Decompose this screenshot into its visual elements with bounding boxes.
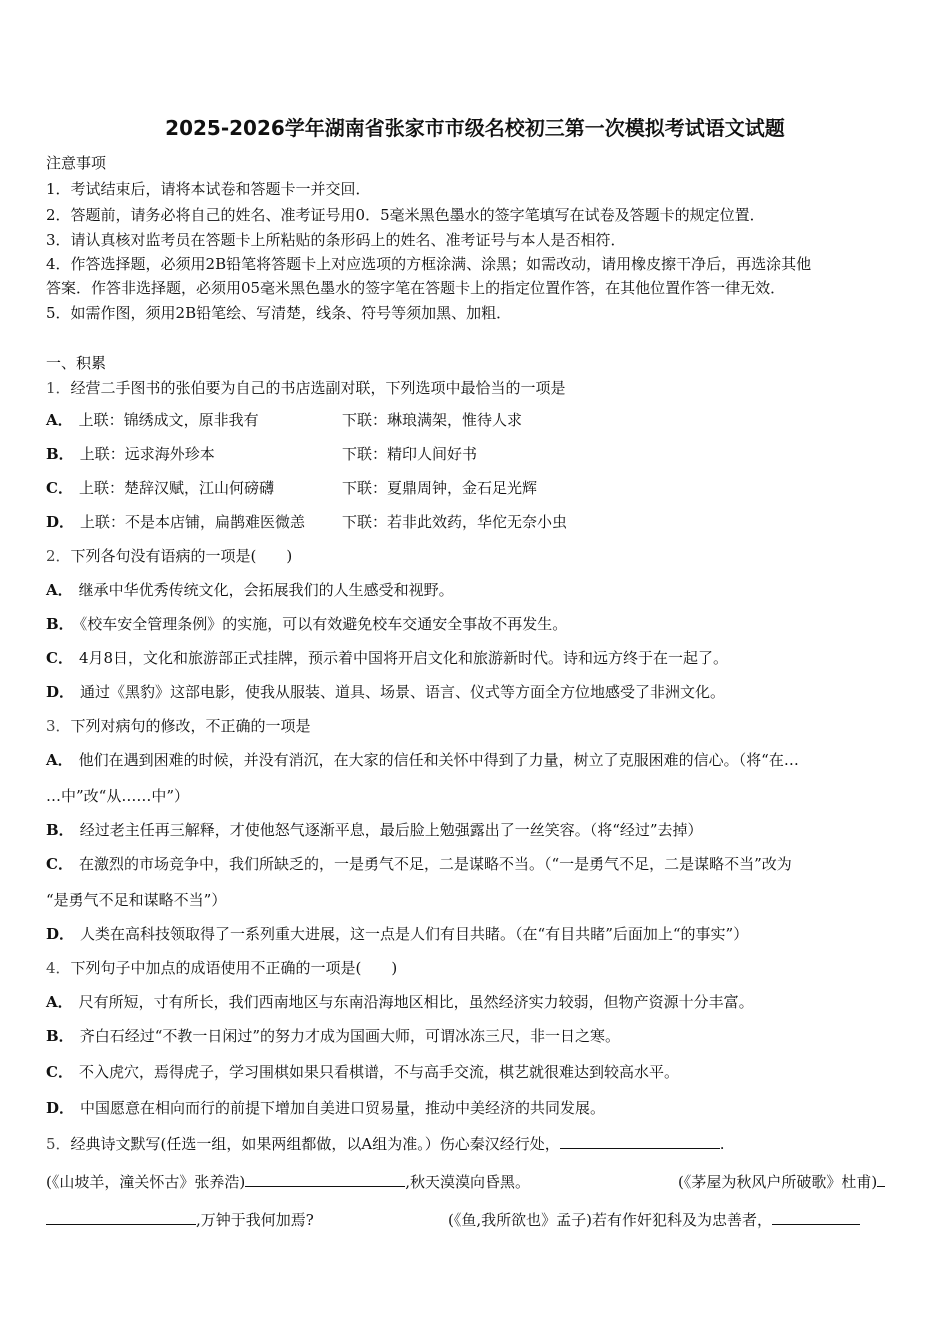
notice-item: 答案．作答非选择题，必须用05毫米黑色墨水的签字笔在答题卡上的指定位置作答，在其他位置作答一律无效． (46, 279, 786, 297)
question-stem: 下列对病句的修改，不正确的一项是 (70, 717, 311, 735)
answer-blank[interactable] (877, 1172, 885, 1187)
notice-item: 2．答题前，请务必将自己的姓名、准考证号用0．5毫米黑色墨水的签字笔填写在试卷及答题卡的规定位置． (46, 206, 765, 224)
q5-source-1: (《山坡羊，潼关怀古》张养浩) (46, 1173, 246, 1191)
question-end: . (719, 1135, 725, 1153)
option-letter: A． (46, 411, 73, 429)
notice-item: 4．作答选择题，必须用2B铅笔将答题卡上对应选项的方框涂满、涂黑；如需改动，请用橡皮擦干净后，再选涂其他 (46, 255, 812, 273)
option-letter: C． (46, 855, 73, 873)
q1-option-c[interactable] (46, 478, 906, 498)
q4-option-a[interactable] (46, 992, 754, 1012)
q2-option-c[interactable] (46, 648, 728, 668)
q4-option-b[interactable] (46, 1026, 620, 1046)
answer-blank[interactable] (560, 1134, 720, 1149)
question-stem: 经营二手图书的张伯要为自己的书店选副对联，下列选项中最恰当的一项是 (70, 379, 566, 397)
option-text: 尺有所短，寸有所长，我们西南地区与东南沿海地区相比，虽然经济实力较弱，但物产资源十分丰富。 (78, 993, 754, 1011)
option-lower: 下联：若非此效药，华佗无奈小虫 (342, 513, 568, 531)
option-letter: C． (46, 479, 73, 497)
q5-verse-2: ,万钟于我何加焉? (196, 1211, 314, 1229)
option-text: 齐白石经过“不教一日闲过”的努力才成为国画大师，可谓冰冻三尺，非一日之寒。 (79, 1027, 621, 1045)
q5-verse: ,秋天漠漠向昏黑。 (405, 1173, 530, 1191)
question-4 (46, 958, 397, 978)
answer-blank[interactable] (245, 1172, 405, 1187)
question-2 (46, 546, 292, 566)
question-stem: 下列各句没有语病的一项是( ) (70, 547, 293, 565)
option-letter: D． (46, 925, 75, 943)
option-letter: A． (46, 581, 73, 599)
option-text: 4月8日，文化和旅游部正式挂牌，预示着中国将开启文化和旅游新时代。诗和远方终于在一起了。 (78, 649, 729, 667)
option-letter: D． (46, 513, 75, 531)
q1-option-d[interactable] (46, 512, 906, 532)
option-letter: D． (46, 683, 75, 701)
question-stem: 下列句子中加点的成语使用不正确的一项是( ) (70, 959, 398, 977)
notice-item: 1．考试结束后，请将本试卷和答题卡一并交回． (46, 180, 371, 198)
question-number: 5． (46, 1135, 71, 1153)
option-letter: A． (46, 751, 73, 769)
question-5 (46, 1134, 725, 1154)
option-text: 继承中华优秀传统文化，会拓展我们的人生感受和视野。 (78, 581, 454, 599)
question-3 (46, 716, 311, 736)
option-upper: 上联：锦绣成文，原非我有 (78, 411, 259, 429)
option-letter: D． (46, 1099, 75, 1117)
option-letter: B． (46, 821, 74, 839)
q5-source-2-wrap (678, 1172, 885, 1192)
notice-heading: 注意事项 (46, 154, 107, 172)
q5-line-3-right (448, 1210, 860, 1230)
q2-option-d[interactable] (46, 682, 725, 702)
option-letter: B． (46, 1027, 74, 1045)
option-text: 在激烈的市场竞争中，我们所缺乏的，一是勇气不足，二是谋略不当。（“一是勇气不足，二是谋略不当”改为 (78, 855, 792, 873)
option-upper: 上联：远求海外珍本 (79, 445, 215, 463)
q2-option-b[interactable] (46, 614, 567, 634)
question-number: 4． (46, 959, 71, 977)
option-text: 中国愿意在相向而行的前提下增加自美进口贸易量，推动中美经济的共同发展。 (80, 1099, 606, 1117)
option-letter: C． (46, 649, 73, 667)
option-letter: B． (46, 615, 74, 633)
q5-line-2 (46, 1172, 530, 1192)
option-text: 他们在遇到困难的时候，并没有消沉，在大家的信任和关怀中得到了力量，树立了克服困难的信心。（将“在… (78, 751, 799, 769)
q1-option-a[interactable] (46, 410, 906, 430)
q4-option-d[interactable] (46, 1098, 605, 1118)
option-text: 不入虎穴，焉得虎子，学习围棋如果只看棋谱，不与高手交流，棋艺就很难达到较高水平。 (78, 1063, 679, 1081)
notice-item: 3．请认真核对监考员在答题卡上所粘贴的条形码上的姓名、准考证号与本人是否相符． (46, 231, 626, 249)
q5-source-2: (《茅屋为秋风户所破歌》杜甫) (678, 1173, 878, 1191)
q3-option-a-cont: …中”改“从……中”） (46, 787, 190, 805)
option-letter: A． (46, 993, 73, 1011)
q2-option-a[interactable] (46, 580, 454, 600)
answer-blank[interactable] (772, 1210, 860, 1225)
option-lower: 下联：精印人间好书 (342, 445, 478, 463)
q3-option-c[interactable] (46, 854, 792, 874)
option-text: 人类在高科技领取得了一系列重大进展，这一点是人们有目共睹。（在“有目共睹”后面加上“的事实”） (80, 925, 749, 943)
question-stem: 经典诗文默写(任选一组，如果两组都做，以A组为准。）伤心秦汉经行处， (70, 1135, 560, 1153)
q5-line-3 (46, 1210, 314, 1230)
option-upper: 上联：楚辞汉赋，江山何磅礴 (78, 479, 274, 497)
q3-option-d[interactable] (46, 924, 748, 944)
option-letter: B． (46, 445, 74, 463)
q3-option-b[interactable] (46, 820, 703, 840)
question-number: 2． (46, 547, 71, 565)
q4-option-c[interactable] (46, 1062, 679, 1082)
q3-option-a[interactable] (46, 750, 799, 770)
question-number: 1． (46, 379, 71, 397)
option-lower: 下联：琳琅满架，惟待人求 (342, 411, 523, 429)
section-heading: 一、积累 (46, 354, 107, 372)
option-letter: C． (46, 1063, 73, 1081)
question-number: 3． (46, 717, 71, 735)
option-text: 经过老主任再三解释，才使他怒气逐渐平息，最后脸上勉强露出了一丝笑容。（将“经过”去掉） (79, 821, 703, 839)
answer-blank[interactable] (46, 1210, 196, 1225)
option-upper: 上联：不是本店铺，扁鹊难医微恙 (80, 513, 306, 531)
option-text: 通过《黑豹》这部电影，使我从服装、道具、场景、语言、仪式等方面全方位地感受了非洲文化。 (80, 683, 726, 701)
q1-option-b[interactable] (46, 444, 906, 464)
q3-option-c-cont: “是勇气不足和谋略不当”） (46, 891, 227, 909)
option-text: 《校车安全管理条例》的实施，可以有效避免校车交通安全事故不再发生。 (79, 615, 568, 633)
option-lower: 下联：夏鼎周钟，金石足光辉 (342, 479, 538, 497)
question-1 (46, 378, 566, 398)
notice-item: 5．如需作图，须用2B铅笔绘、写清楚，线条、符号等须加黑、加粗． (46, 304, 512, 322)
page-title: 2025-2026学年湖南省张家市市级名校初三第一次模拟考试语文试题 (165, 116, 785, 140)
q5-source-3: (《鱼,我所欲也》孟子)若有作奸犯科及为忠善者， (448, 1211, 772, 1229)
